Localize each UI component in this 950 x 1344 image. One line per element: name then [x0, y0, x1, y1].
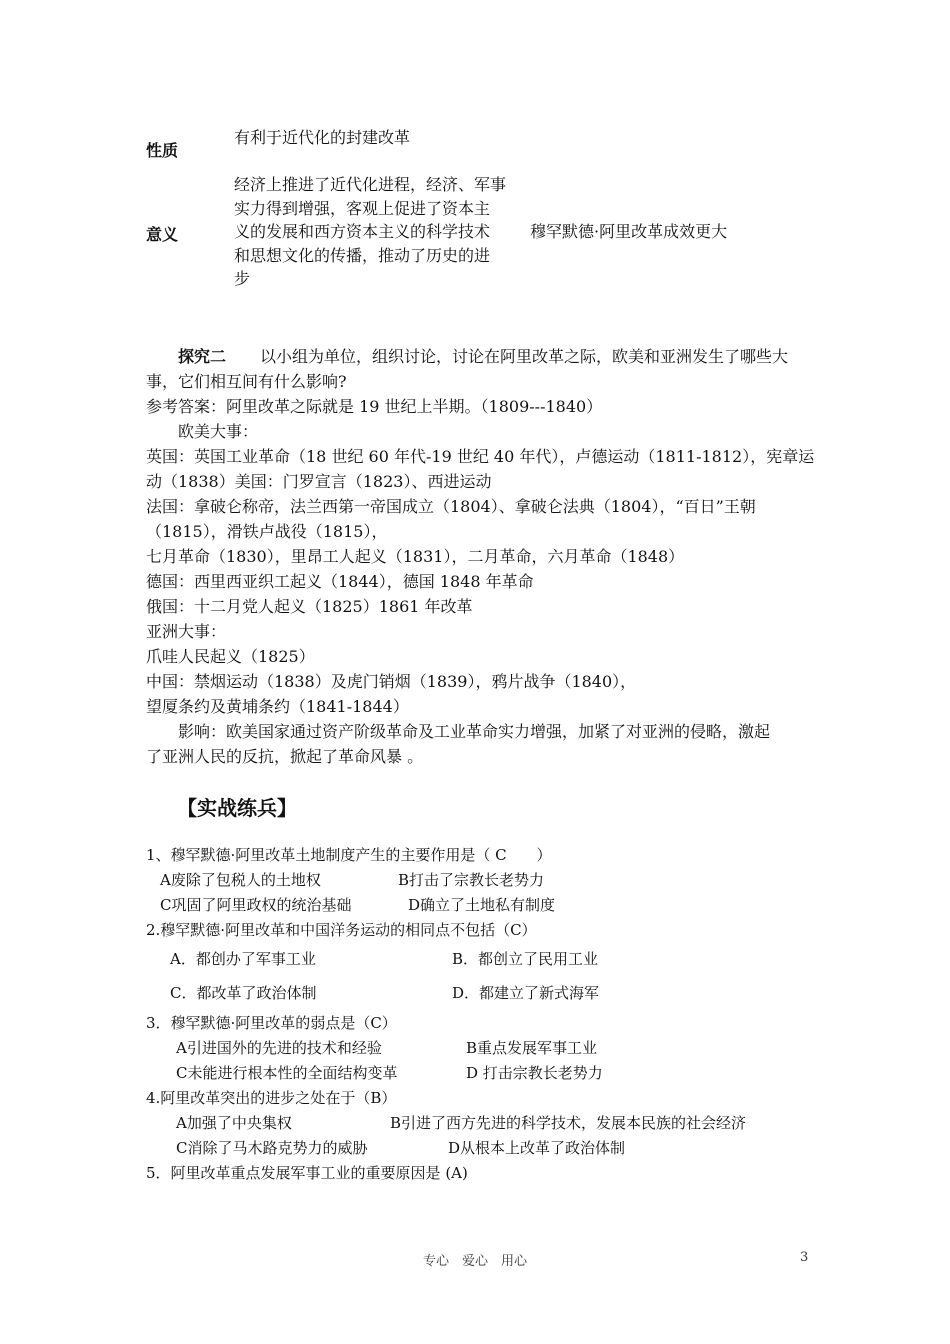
q3-option-d: D 打击宗教长老势力 — [466, 1064, 603, 1082]
q4-option-a: A加强了中央集权 — [176, 1114, 292, 1132]
impact-line1: 影响：欧美国家通过资产阶级革命及工业革命实力增强，加紧了对亚洲的侵略，激起 — [178, 722, 771, 741]
impact-line2: 了亚洲人民的反抗，掀起了革命风暴 。 — [146, 747, 424, 766]
question-2-options-row2 — [146, 976, 826, 1011]
nature-text: 有利于近代化的封建改革 — [234, 128, 411, 147]
significance-line: 步 — [234, 269, 251, 288]
practice-title: 【实战练兵】 — [177, 796, 297, 820]
q3-option-a: A引进国外的先进的技术和经验 — [176, 1039, 382, 1057]
q2-option-d: D．都建立了新式海军 — [452, 984, 600, 1002]
event-line: 爪哇人民起义（1825） — [146, 647, 315, 666]
event-line: （1815），滑铁卢战役（1815）， — [146, 522, 388, 541]
question-1: 1、穆罕默德·阿里改革土地制度产生的主要作用是（ C ） — [146, 846, 552, 864]
significance-line: 实力得到增强，客观上促进了资本主 — [234, 198, 491, 218]
event-line: 德国：西里西亚织工起义（1844），德国 1848 年革命 — [146, 572, 534, 591]
explore-question-line1: 以小组为单位，组织讨论，讨论在阿里改革之际，欧美和亚洲发生了哪些大 — [260, 347, 789, 366]
comparison-text: 穆罕默德·阿里改革成效更大 — [530, 222, 728, 241]
question-3-options-row2 — [146, 1061, 826, 1086]
west-heading: 欧美大事： — [178, 422, 259, 441]
q2-option-a: A．都创办了军事工业 — [170, 950, 316, 968]
explore-section — [146, 344, 816, 769]
q2-option-c: C．都改革了政治体制 — [170, 984, 317, 1002]
question-1-options-row2 — [146, 893, 826, 918]
q2-option-b: B．都创立了民用工业 — [452, 950, 599, 968]
question-4-options-row2 — [146, 1136, 826, 1161]
page-number: 3 — [800, 1250, 809, 1265]
event-line: 亚洲大事： — [146, 622, 227, 641]
explore-question — [146, 344, 816, 369]
q4-option-b: B引进了西方先进的科学技术，发展本民族的社会经济 — [390, 1114, 747, 1132]
question-2-options-row1 — [146, 943, 826, 976]
event-line: 望厦条约及黄埔条约（1841-1844） — [146, 697, 409, 716]
practice-questions — [146, 843, 826, 1186]
page-footer: 专心 爱心 用心 — [422, 1254, 527, 1269]
event-line: 法国：拿破仑称帝，法兰西第一帝国成立（1804）、拿破仑法典（1804），“百日”王朝 — [146, 497, 756, 516]
event-line: 英国：英国工业革命（18 世纪 60 年代-19 世纪 40 年代），卢德运动（1811-1812），宪章运 — [146, 447, 815, 466]
explore-question-line2: 事，它们相互间有什么影响? — [146, 372, 347, 391]
significance-line: 和思想文化的传播，推动了历史的进 — [234, 245, 491, 265]
question-3: 3．穆罕默德·阿里改革的弱点是（C） — [146, 1014, 397, 1032]
q3-option-b: B重点发展军事工业 — [466, 1039, 598, 1057]
q4-option-c: C消除了马木路克势力的威胁 — [176, 1139, 368, 1157]
event-line: 俄国：十二月党人起义（1825）1861 年改革 — [146, 597, 473, 616]
event-line: 动（1838）美国：门罗宣言（1823）、西进运动 — [146, 472, 492, 491]
event-line: 七月革命（1830），里昂工人起义（1831），二月革命，六月革命（1848） — [146, 547, 685, 566]
q3-option-c: C未能进行根本性的全面结构变革 — [176, 1064, 398, 1082]
question-1-options-row1 — [146, 868, 826, 893]
event-line: 中国：禁烟运动（1838）及虎门销烟（1839），鸦片战争（1840）， — [146, 672, 637, 691]
question-4-options-row1 — [146, 1111, 826, 1136]
question-5: 5．阿里改革重点发展军事工业的重要原因是 (A) — [146, 1164, 468, 1182]
explore-label: 探究二 — [178, 347, 227, 366]
significance-text — [234, 173, 514, 291]
q1-option-a: A废除了包税人的土地权 — [160, 871, 321, 889]
q1-option-c: C巩固了阿里政权的统治基础 — [160, 896, 352, 914]
significance-line: 经济上推进了近代化进程，经济、军事 — [234, 175, 507, 194]
significance-line: 义的发展和西方资本主义的科学技术 — [234, 222, 491, 241]
nature-label: 性质 — [146, 141, 179, 160]
q1-option-d: D确立了土地私有制度 — [408, 896, 556, 914]
question-4: 4.阿里改革突出的进步之处在于（B） — [146, 1089, 397, 1107]
explore-answer: 参考答案：阿里改革之际就是 19 世纪上半期。（1809---1840） — [146, 397, 603, 416]
significance-label: 意义 — [146, 225, 179, 244]
q4-option-d: D从根本上改革了政治体制 — [448, 1139, 626, 1157]
question-3-options-row1 — [146, 1036, 826, 1061]
question-2: 2.穆罕默德·阿里改革和中国洋务运动的相同点不包括（C） — [146, 921, 537, 939]
q1-option-b: B打击了宗教长老势力 — [398, 871, 545, 889]
